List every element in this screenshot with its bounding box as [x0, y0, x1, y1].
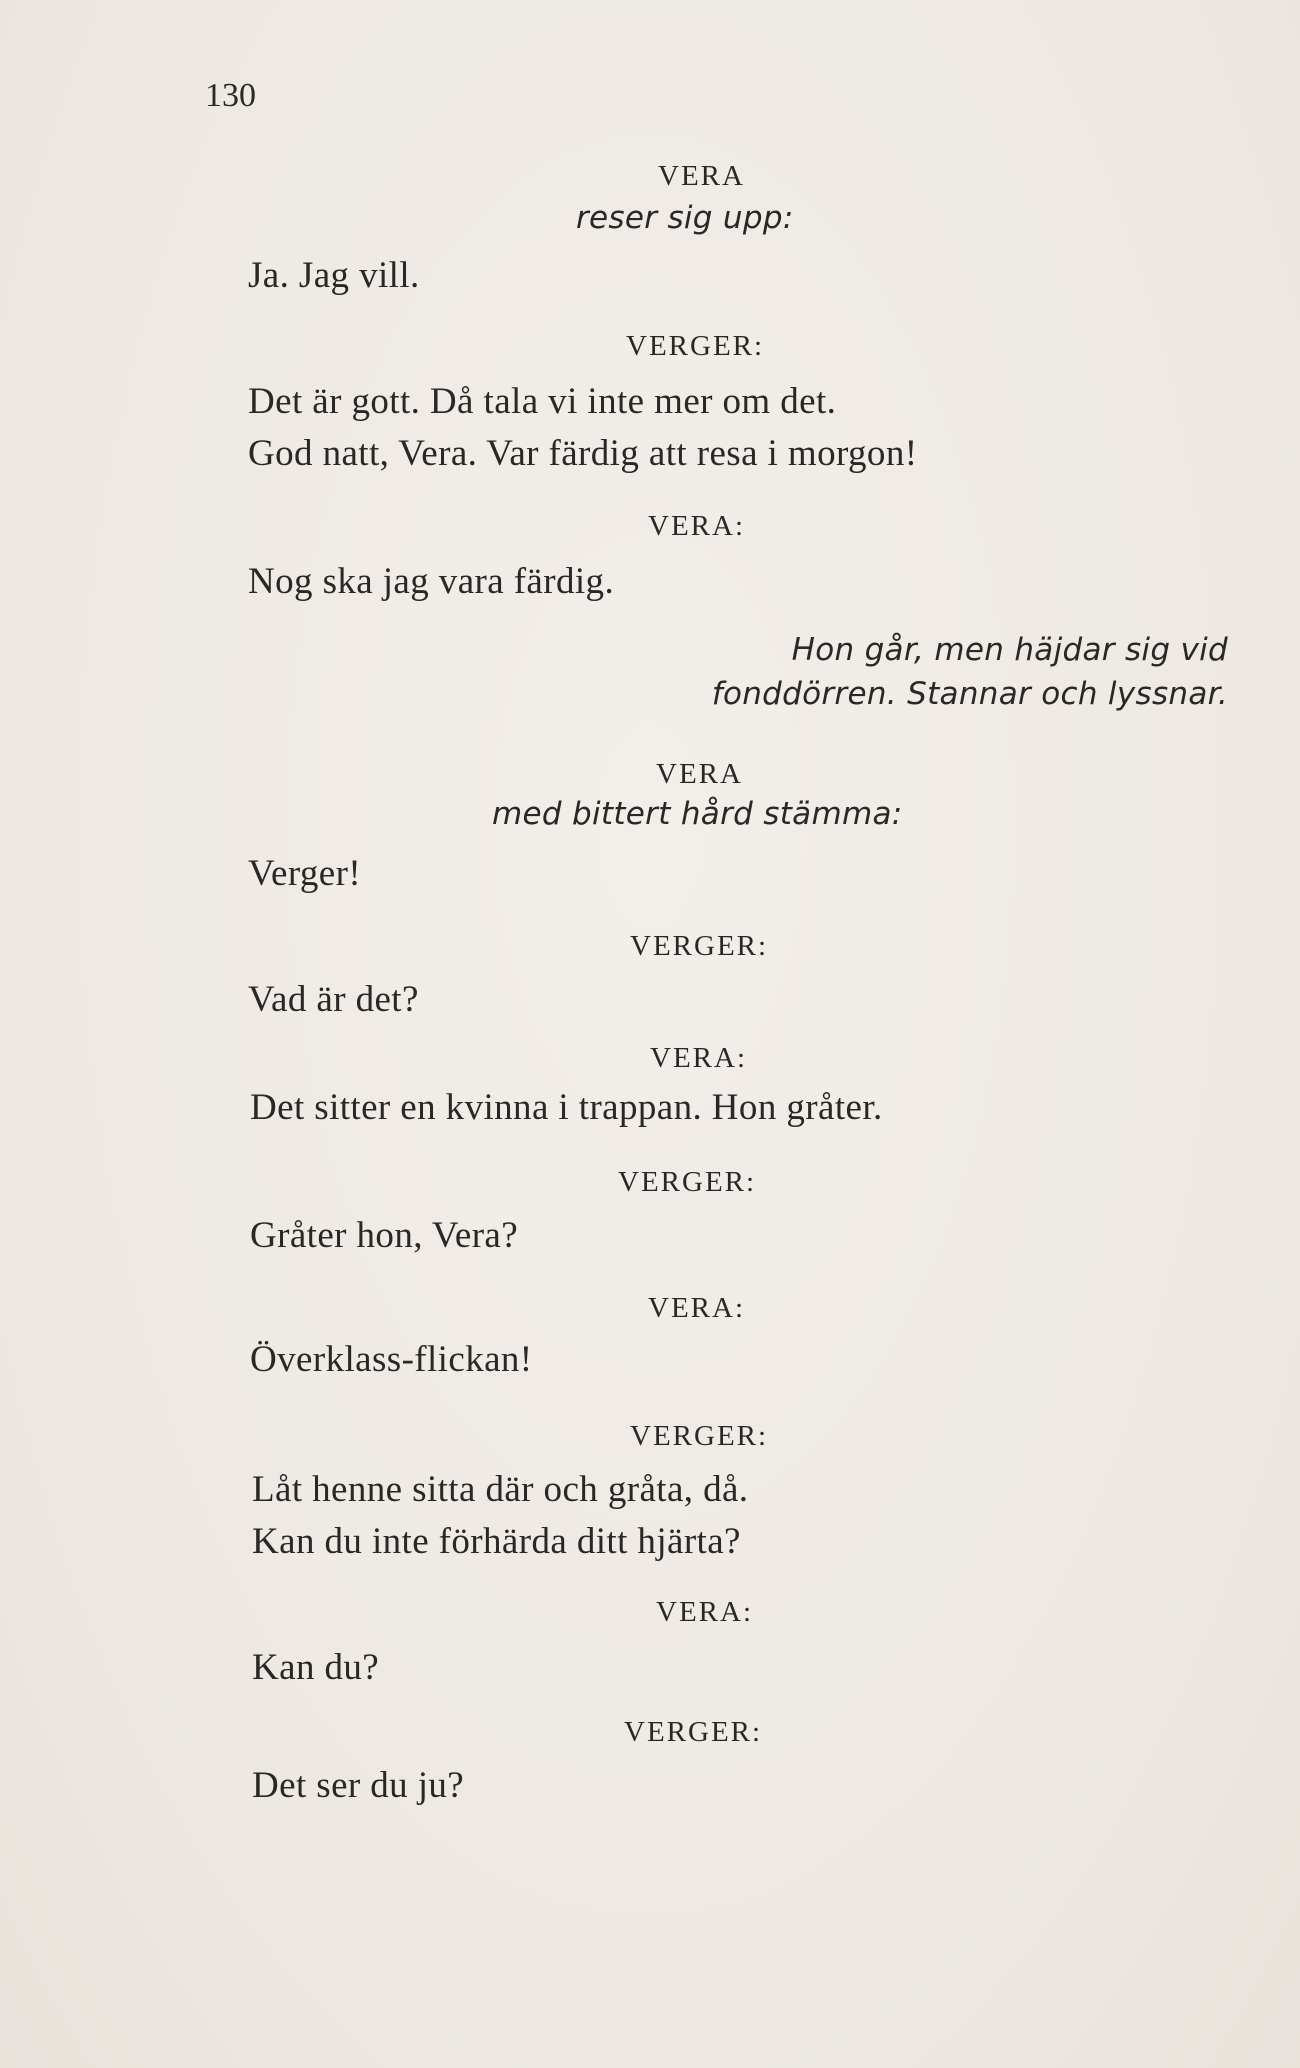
speaker-name: VERGER:: [618, 1166, 757, 1198]
dialogue-line: Kan du inte förhärda ditt hjärta?: [252, 1521, 741, 1562]
speaker-direction: reser sig upp:: [576, 200, 794, 236]
speaker-name: VERGER:: [626, 330, 765, 362]
speaker-direction: med bittert hård stämma:: [492, 796, 903, 832]
dialogue-line: God natt, Vera. Var färdig att resa i morgon!: [248, 433, 918, 474]
speaker-name: VERGER:: [630, 1420, 769, 1452]
dialogue-line: Kan du?: [252, 1647, 380, 1688]
dialogue-line: Verger!: [248, 853, 362, 894]
dialogue-line: Ja. Jag vill.: [248, 255, 420, 296]
dialogue-line: Vad är det?: [248, 979, 419, 1020]
stage-direction-line: fonddörren. Stannar och lyssnar.: [711, 676, 1228, 712]
speaker-name: VERA:: [650, 1042, 747, 1074]
dialogue-line: Gråter hon, Vera?: [250, 1215, 519, 1256]
dialogue-line: Låt henne sitta där och gråta, då.: [252, 1469, 749, 1510]
speaker-name: VERA:: [648, 1292, 745, 1324]
speaker-name: VERA: [658, 160, 745, 192]
dialogue-line: Det är gott. Då tala vi inte mer om det.: [248, 381, 837, 422]
stage-direction-line: Hon går, men häjdar sig vid: [791, 632, 1228, 668]
speaker-name: VERA:: [648, 510, 745, 542]
speaker-name: VERA:: [656, 1596, 753, 1628]
dialogue-line: Överklass-flickan!: [250, 1339, 533, 1380]
speaker-name: VERGER:: [624, 1716, 763, 1748]
speaker-name: VERA: [656, 758, 743, 790]
speaker-name: VERGER:: [630, 930, 769, 962]
dialogue-line: Det ser du ju?: [252, 1765, 465, 1806]
page-number: 130: [205, 77, 256, 114]
dialogue-line: Nog ska jag vara färdig.: [248, 561, 615, 602]
dialogue-line: Det sitter en kvinna i trappan. Hon gråter.: [250, 1087, 883, 1128]
